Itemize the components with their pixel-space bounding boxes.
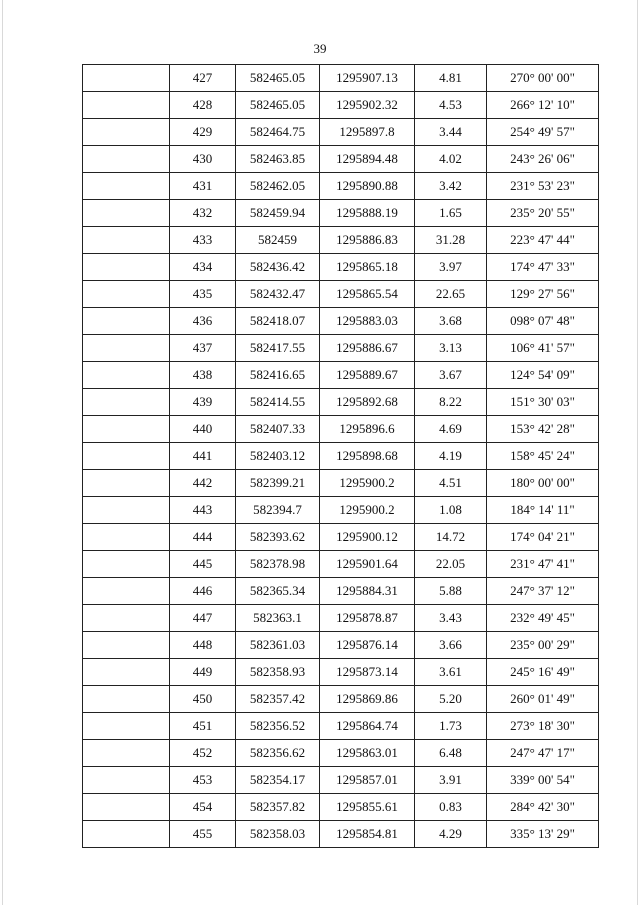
y-coordinate-cell: 1295863.01 (320, 740, 415, 767)
point-number-cell: 455 (170, 821, 236, 848)
table-row (83, 281, 599, 308)
x-coordinate-cell: 582459 (236, 227, 320, 254)
page-number: 39 (313, 41, 327, 56)
blank-cell (83, 65, 170, 92)
distance-cell: 4.81 (415, 65, 487, 92)
distance-cell: 8.22 (415, 389, 487, 416)
point-number-cell: 450 (170, 686, 236, 713)
point-number-cell: 439 (170, 389, 236, 416)
distance-cell: 14.72 (415, 524, 487, 551)
blank-cell (83, 92, 170, 119)
table-row (83, 524, 599, 551)
table-row (83, 308, 599, 335)
y-coordinate-cell: 1295857.01 (320, 767, 415, 794)
table-row (83, 389, 599, 416)
point-number-cell: 432 (170, 200, 236, 227)
y-coordinate-cell: 1295901.64 (320, 551, 415, 578)
distance-cell: 5.20 (415, 686, 487, 713)
point-number-cell: 433 (170, 227, 236, 254)
y-coordinate-cell: 1295890.88 (320, 173, 415, 200)
table-row (83, 173, 599, 200)
y-coordinate-cell: 1295902.32 (320, 92, 415, 119)
blank-cell (83, 632, 170, 659)
distance-cell: 5.88 (415, 578, 487, 605)
point-number-cell: 444 (170, 524, 236, 551)
y-coordinate-cell: 1295889.67 (320, 362, 415, 389)
point-number-cell: 427 (170, 65, 236, 92)
page-edge-right (637, 0, 638, 905)
point-number-cell: 451 (170, 713, 236, 740)
y-coordinate-cell: 1295865.18 (320, 254, 415, 281)
distance-cell: 3.97 (415, 254, 487, 281)
x-coordinate-cell: 582465.05 (236, 65, 320, 92)
point-number-cell: 435 (170, 281, 236, 308)
blank-cell (83, 794, 170, 821)
blank-cell (83, 524, 170, 551)
blank-cell (83, 146, 170, 173)
bearing-cell: 339° 00' 54" (487, 767, 599, 794)
y-coordinate-cell: 1295900.2 (320, 497, 415, 524)
table-row (83, 119, 599, 146)
table-row (83, 659, 599, 686)
x-coordinate-cell: 582357.82 (236, 794, 320, 821)
table-row (83, 254, 599, 281)
y-coordinate-cell: 1295883.03 (320, 308, 415, 335)
coordinates-table (82, 64, 599, 848)
distance-cell: 3.13 (415, 335, 487, 362)
point-number-cell: 447 (170, 605, 236, 632)
blank-cell (83, 119, 170, 146)
x-coordinate-cell: 582418.07 (236, 308, 320, 335)
point-number-cell: 449 (170, 659, 236, 686)
coordinates-table-body (83, 65, 599, 848)
bearing-cell: 231° 47' 41" (487, 551, 599, 578)
distance-cell: 22.65 (415, 281, 487, 308)
table-row (83, 470, 599, 497)
table-row (83, 686, 599, 713)
distance-cell: 1.65 (415, 200, 487, 227)
point-number-cell: 440 (170, 416, 236, 443)
bearing-cell: 335° 13' 29" (487, 821, 599, 848)
x-coordinate-cell: 582356.52 (236, 713, 320, 740)
point-number-cell: 442 (170, 470, 236, 497)
bearing-cell: 174° 47' 33" (487, 254, 599, 281)
x-coordinate-cell: 582432.47 (236, 281, 320, 308)
bearing-cell: 129° 27' 56" (487, 281, 599, 308)
y-coordinate-cell: 1295896.6 (320, 416, 415, 443)
blank-cell (83, 308, 170, 335)
table-row (83, 740, 599, 767)
point-number-cell: 452 (170, 740, 236, 767)
y-coordinate-cell: 1295886.83 (320, 227, 415, 254)
blank-cell (83, 362, 170, 389)
point-number-cell: 428 (170, 92, 236, 119)
distance-cell: 4.19 (415, 443, 487, 470)
point-number-cell: 438 (170, 362, 236, 389)
blank-cell (83, 227, 170, 254)
bearing-cell: 247° 47' 17" (487, 740, 599, 767)
point-number-cell: 436 (170, 308, 236, 335)
point-number-cell: 454 (170, 794, 236, 821)
distance-cell: 3.66 (415, 632, 487, 659)
blank-cell (83, 281, 170, 308)
blank-cell (83, 470, 170, 497)
table-row (83, 794, 599, 821)
distance-cell: 4.02 (415, 146, 487, 173)
bearing-cell: 232° 49' 45" (487, 605, 599, 632)
blank-cell (83, 686, 170, 713)
blank-cell (83, 713, 170, 740)
table-row (83, 443, 599, 470)
x-coordinate-cell: 582462.05 (236, 173, 320, 200)
x-coordinate-cell: 582361.03 (236, 632, 320, 659)
x-coordinate-cell: 582365.34 (236, 578, 320, 605)
table-row (83, 497, 599, 524)
table-row (83, 578, 599, 605)
distance-cell: 4.51 (415, 470, 487, 497)
y-coordinate-cell: 1295864.74 (320, 713, 415, 740)
distance-cell: 3.42 (415, 173, 487, 200)
point-number-cell: 441 (170, 443, 236, 470)
x-coordinate-cell: 582393.62 (236, 524, 320, 551)
table-row (83, 605, 599, 632)
point-number-cell: 437 (170, 335, 236, 362)
x-coordinate-cell: 582378.98 (236, 551, 320, 578)
y-coordinate-cell: 1295884.31 (320, 578, 415, 605)
blank-cell (83, 443, 170, 470)
table-row (83, 821, 599, 848)
table-row (83, 362, 599, 389)
y-coordinate-cell: 1295886.67 (320, 335, 415, 362)
bearing-cell: 231° 53' 23" (487, 173, 599, 200)
blank-cell (83, 551, 170, 578)
distance-cell: 3.67 (415, 362, 487, 389)
bearing-cell: 158° 45' 24" (487, 443, 599, 470)
table-row (83, 632, 599, 659)
x-coordinate-cell: 582358.03 (236, 821, 320, 848)
table-row (83, 713, 599, 740)
table-row (83, 767, 599, 794)
y-coordinate-cell: 1295888.19 (320, 200, 415, 227)
blank-cell (83, 767, 170, 794)
bearing-cell: 243° 26' 06" (487, 146, 599, 173)
y-coordinate-cell: 1295876.14 (320, 632, 415, 659)
table-row (83, 416, 599, 443)
x-coordinate-cell: 582414.55 (236, 389, 320, 416)
blank-cell (83, 389, 170, 416)
bearing-cell: 247° 37' 12" (487, 578, 599, 605)
x-coordinate-cell: 582436.42 (236, 254, 320, 281)
table-row (83, 227, 599, 254)
distance-cell: 0.83 (415, 794, 487, 821)
point-number-cell: 431 (170, 173, 236, 200)
x-coordinate-cell: 582354.17 (236, 767, 320, 794)
bearing-cell: 106° 41' 57" (487, 335, 599, 362)
table-row (83, 92, 599, 119)
x-coordinate-cell: 582394.7 (236, 497, 320, 524)
bearing-cell: 235° 20' 55" (487, 200, 599, 227)
point-number-cell: 448 (170, 632, 236, 659)
table-row (83, 200, 599, 227)
y-coordinate-cell: 1295898.68 (320, 443, 415, 470)
table-row (83, 65, 599, 92)
x-coordinate-cell: 582417.55 (236, 335, 320, 362)
y-coordinate-cell: 1295854.81 (320, 821, 415, 848)
blank-cell (83, 659, 170, 686)
point-number-cell: 445 (170, 551, 236, 578)
bearing-cell: 098° 07' 48" (487, 308, 599, 335)
point-number-cell: 446 (170, 578, 236, 605)
bearing-cell: 180° 00' 00" (487, 470, 599, 497)
y-coordinate-cell: 1295900.12 (320, 524, 415, 551)
distance-cell: 4.29 (415, 821, 487, 848)
distance-cell: 1.73 (415, 713, 487, 740)
distance-cell: 31.28 (415, 227, 487, 254)
x-coordinate-cell: 582416.65 (236, 362, 320, 389)
x-coordinate-cell: 582465.05 (236, 92, 320, 119)
y-coordinate-cell: 1295855.61 (320, 794, 415, 821)
distance-cell: 22.05 (415, 551, 487, 578)
y-coordinate-cell: 1295873.14 (320, 659, 415, 686)
distance-cell: 3.68 (415, 308, 487, 335)
x-coordinate-cell: 582403.12 (236, 443, 320, 470)
blank-cell (83, 173, 170, 200)
blank-cell (83, 740, 170, 767)
bearing-cell: 153° 42' 28" (487, 416, 599, 443)
blank-cell (83, 416, 170, 443)
blank-cell (83, 578, 170, 605)
x-coordinate-cell: 582459.94 (236, 200, 320, 227)
point-number-cell: 443 (170, 497, 236, 524)
x-coordinate-cell: 582407.33 (236, 416, 320, 443)
x-coordinate-cell: 582399.21 (236, 470, 320, 497)
y-coordinate-cell: 1295869.86 (320, 686, 415, 713)
x-coordinate-cell: 582357.42 (236, 686, 320, 713)
point-number-cell: 453 (170, 767, 236, 794)
distance-cell: 3.91 (415, 767, 487, 794)
distance-cell: 4.69 (415, 416, 487, 443)
table-row (83, 551, 599, 578)
bearing-cell: 245° 16' 49" (487, 659, 599, 686)
bearing-cell: 151° 30' 03" (487, 389, 599, 416)
blank-cell (83, 254, 170, 281)
blank-cell (83, 821, 170, 848)
page-edge-left (2, 0, 3, 905)
point-number-cell: 430 (170, 146, 236, 173)
x-coordinate-cell: 582464.75 (236, 119, 320, 146)
blank-cell (83, 497, 170, 524)
bearing-cell: 284° 42' 30" (487, 794, 599, 821)
bearing-cell: 223° 47' 44" (487, 227, 599, 254)
y-coordinate-cell: 1295865.54 (320, 281, 415, 308)
point-number-cell: 434 (170, 254, 236, 281)
distance-cell: 3.61 (415, 659, 487, 686)
bearing-cell: 124° 54' 09" (487, 362, 599, 389)
y-coordinate-cell: 1295897.8 (320, 119, 415, 146)
bearing-cell: 235° 00' 29" (487, 632, 599, 659)
blank-cell (83, 200, 170, 227)
table-row (83, 146, 599, 173)
distance-cell: 3.44 (415, 119, 487, 146)
point-number-cell: 429 (170, 119, 236, 146)
bearing-cell: 254° 49' 57" (487, 119, 599, 146)
distance-cell: 3.43 (415, 605, 487, 632)
distance-cell: 4.53 (415, 92, 487, 119)
distance-cell: 6.48 (415, 740, 487, 767)
y-coordinate-cell: 1295894.48 (320, 146, 415, 173)
x-coordinate-cell: 582463.85 (236, 146, 320, 173)
bearing-cell: 273° 18' 30" (487, 713, 599, 740)
y-coordinate-cell: 1295900.2 (320, 470, 415, 497)
x-coordinate-cell: 582358.93 (236, 659, 320, 686)
x-coordinate-cell: 582363.1 (236, 605, 320, 632)
bearing-cell: 174° 04' 21" (487, 524, 599, 551)
table-row (83, 335, 599, 362)
bearing-cell: 184° 14' 11" (487, 497, 599, 524)
distance-cell: 1.08 (415, 497, 487, 524)
y-coordinate-cell: 1295892.68 (320, 389, 415, 416)
blank-cell (83, 605, 170, 632)
bearing-cell: 266° 12' 10" (487, 92, 599, 119)
bearing-cell: 260° 01' 49" (487, 686, 599, 713)
y-coordinate-cell: 1295878.87 (320, 605, 415, 632)
bearing-cell: 270° 00' 00" (487, 65, 599, 92)
x-coordinate-cell: 582356.62 (236, 740, 320, 767)
y-coordinate-cell: 1295907.13 (320, 65, 415, 92)
blank-cell (83, 335, 170, 362)
